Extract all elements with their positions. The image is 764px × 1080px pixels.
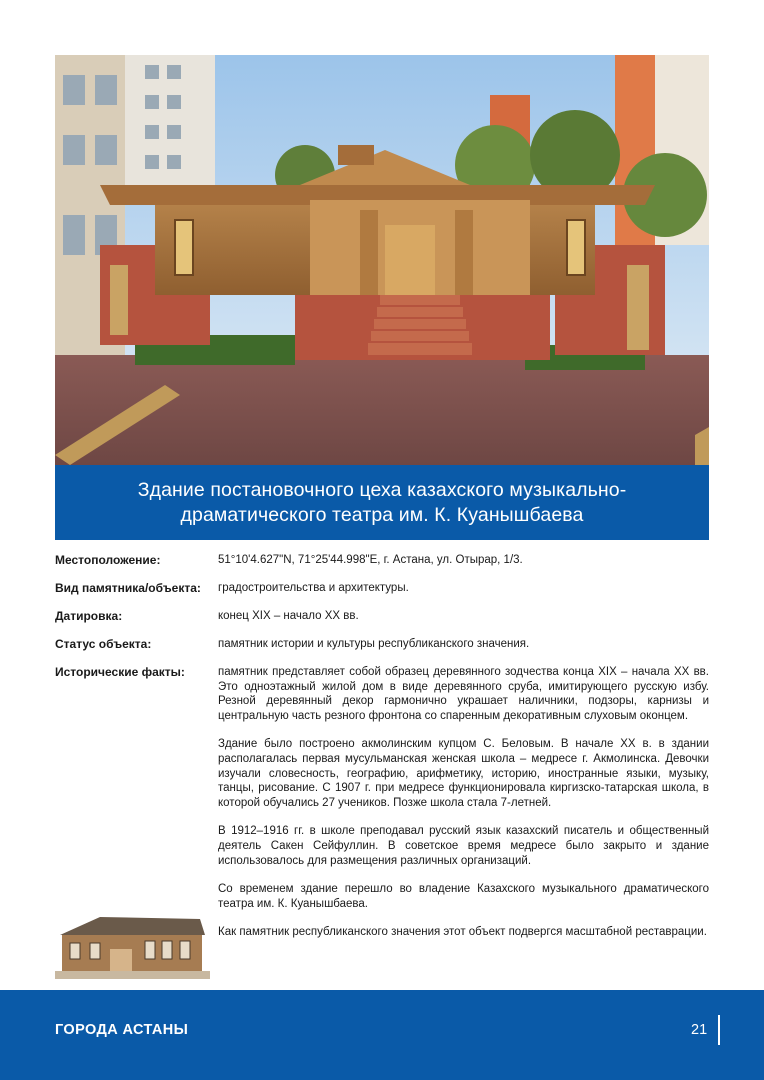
- field-value: 51°10'4.627"N, 71°25'44.998"E, г. Астана, ул. Отырар, 1/3.: [218, 554, 523, 566]
- info-table: [55, 553, 709, 953]
- field-value: памятник истории и культуры республиканского значения.: [218, 638, 530, 650]
- field-dating: [55, 609, 709, 624]
- field-label: Вид памятника/объекта:: [55, 581, 201, 595]
- footer-divider: [718, 1015, 720, 1045]
- field-type: [55, 581, 709, 596]
- building-photo: [55, 55, 709, 465]
- footer-title: ГОРОДА АСТАНЫ: [55, 1022, 189, 1038]
- building-sketch-illustration: [50, 905, 210, 981]
- field-label: Датировка:: [55, 609, 123, 623]
- field-label: Местоположение:: [55, 553, 161, 567]
- title-line-2: драматического театра им. К. Куанышбаева: [180, 503, 584, 526]
- history-paragraph: Как памятник республиканского значения этот объект подвергся масштабной реставрации.: [218, 926, 707, 939]
- page-number: 21: [691, 1022, 708, 1038]
- field-value: градостроительства и архитектуры.: [218, 582, 409, 594]
- history-paragraph: Со временем здание перешло во владение Казахского музыкального драматического театра им. К. Куанышбаева.: [218, 883, 709, 910]
- history-paragraph: В 1912–1916 гг. в школе преподавал русский язык казахский писатель и общественный деятель Сакен Сейфуллин. В советское время медресе было закрыто и здание использовалось для размещения различных организаций.: [218, 825, 709, 867]
- field-status: [55, 637, 709, 652]
- page-title: [138, 478, 627, 528]
- field-label: Исторические факты:: [55, 665, 185, 679]
- title-banner: [55, 465, 709, 540]
- title-line-1: Здание постановочного цеха казахского музыкально-: [137, 478, 627, 501]
- history-paragraph: памятник представляет собой образец деревянного зодчества конца XIX – начала XX вв. Это одноэтажный жилой дом в виде деревянного сруба, имитирующего русскую избу. Резной деревянный декор гармонично украшает наличники, подзоры, карнизы и центральную часть резного фронтона со спаренным декоративным слуховым оконцем.: [218, 666, 709, 722]
- history-paragraph: Здание было построено акмолинским купцом С. Беловым. В начале XX в. в здании располагалась первая мусульманская женская школа – медресе г. Акмолинска. Девочки изучали словесность, географию, арифметику, историю, иностранные языки, музыку, танцы, рисование. С 1907 г. при медресе функционировала киргизско-татарская школа, в которой обучались 27 учеников. Позже школа стала 7-летней.: [218, 738, 709, 809]
- field-value: конец XIX – начало XX вв.: [218, 610, 359, 622]
- field-label: Статус объекта:: [55, 637, 152, 651]
- history-text: [218, 665, 709, 940]
- field-history: [55, 665, 709, 940]
- field-location: [55, 553, 709, 568]
